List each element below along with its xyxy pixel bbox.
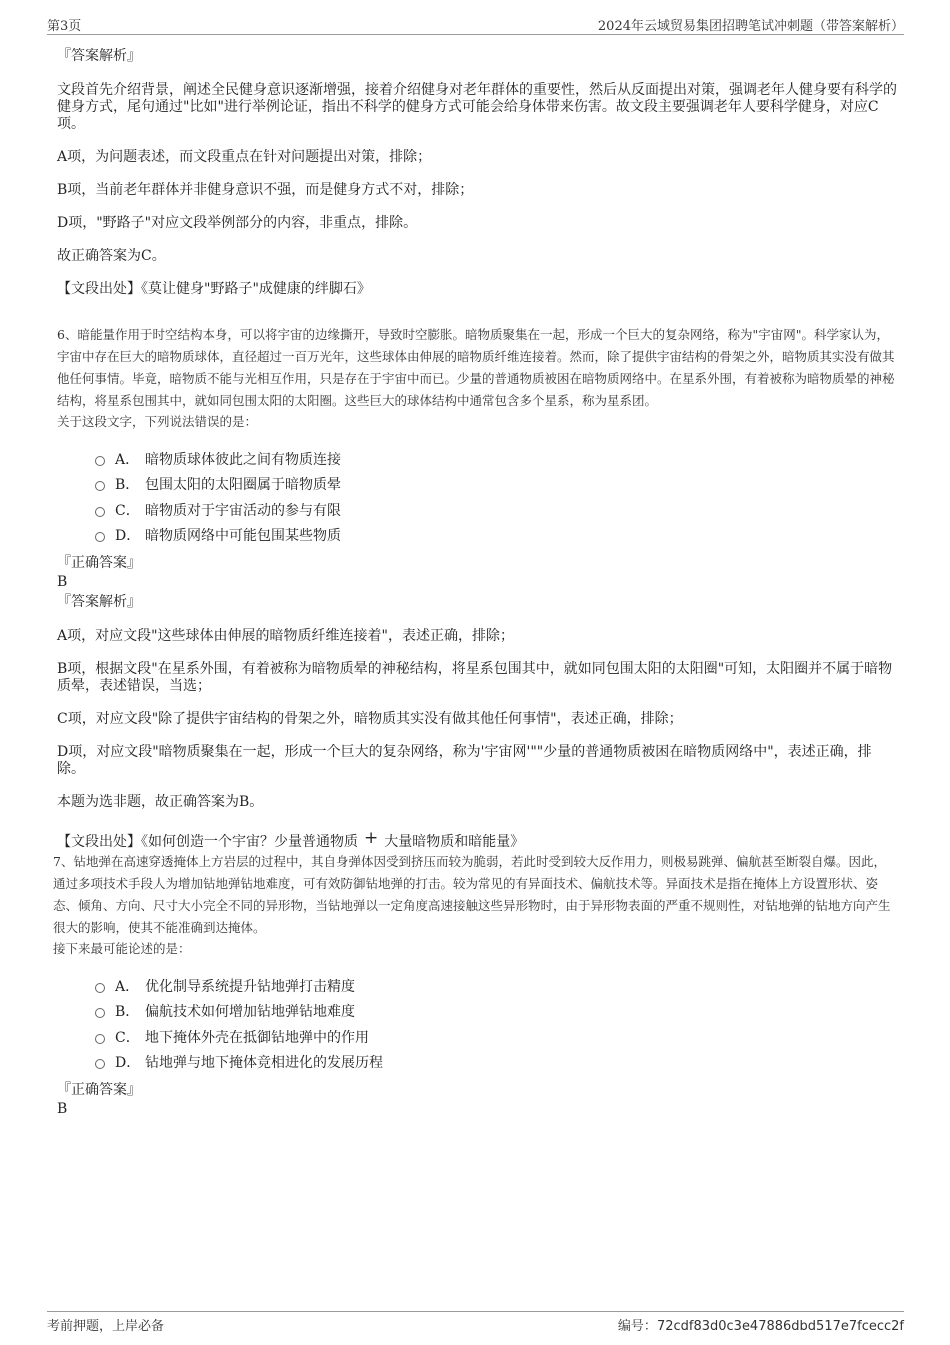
option-letter: C．	[115, 1029, 140, 1046]
q7-answer-label: 『正确答案』	[57, 1082, 141, 1098]
radio-circle-icon[interactable]	[95, 532, 105, 542]
option-text: 偏航技术如何增加钻地弹钻地难度	[145, 1004, 355, 1021]
q5-source: 【文段出处】《莫让健身"野路子"成健康的绊脚石》	[57, 281, 371, 297]
q5-analysis-text: 文段首先介绍背景，阐述全民健身意识逐渐增强，接着介绍健身对老年群体的重要性，然后从反面提出对策，强调老年人健身要有科学的健身方式，尾句通过"比如"进行举例论证，指出不科学的健身方式可能会给身体带来伤害。故文段主要强调老年人要科学健身，对应C项。	[57, 82, 897, 132]
q6-option-b[interactable]	[95, 472, 897, 498]
q7-option-a[interactable]	[95, 973, 897, 999]
q5-analysis-b: B项，当前老年群体并非健身意识不强，而是健身方式不对，排除；	[57, 182, 474, 198]
radio-circle-icon[interactable]	[95, 481, 105, 491]
document-code	[618, 1315, 904, 1334]
q6-passage: 6、暗能量作用于时空结构本身，可以将宇宙的边缘撕开，导致时空膨胀。暗物质聚集在一起，形成一个巨大的复杂网络，称为"宇宙网"。科学家认为，宇宙中存在巨大的暗物质球体，直径超过一百万光年，这些球体由伸展的暗物质纤维连接着。然而，除了提供宇宙结构的骨架之外，暗物质其实没有做其他任何事情。毕竟，暗物质不能与光相互作用，只是存在于宇宙中而已。少量的普通物质被困在暗物质网络中。在星系外围，有着被称为暗物质晕的神秘结构，将星系包围其中，就如同包围太阳的太阳圈。这些巨大的球体结构中通常包含多个星系，称为星系团。	[57, 327, 895, 408]
q7-question: 接下来最可能论述的是：	[53, 941, 191, 956]
q6-answer-label: 『正确答案』	[57, 555, 141, 571]
q6-source-suffix: 大量暗物质和暗能量》	[384, 834, 525, 850]
q6-option-d[interactable]	[95, 523, 897, 549]
radio-circle-icon[interactable]	[95, 507, 105, 517]
radio-circle-icon[interactable]	[95, 1034, 105, 1044]
q5-analysis-a: A项，为问题表述，而文段重点在针对问题提出对策，排除；	[57, 149, 432, 165]
page-footer	[47, 1311, 904, 1334]
q6-conclusion: 本题为选非题，故正确答案为B。	[57, 794, 264, 810]
q6-analysis-b: B项，根据文段"在星系外围，有着被称为暗物质晕的神秘结构，将星系包围其中，就如同包围太阳的太阳圈"可知，太阳圈并不属于暗物质晕，表述错误，当选；	[57, 661, 893, 694]
q7-passage: 7、钻地弹在高速穿透掩体上方岩层的过程中，其自身弹体因受到挤压而较为脆弱，若此时受到较大反作用力，则极易跳弹、偏航甚至断裂自爆。因此，通过多项技术手段人为增加钻地弹钻地难度，可有效防御钻地弹的打击。较为常见的有异面技术、偏航技术等。异面技术是指在掩体上方设置形状、姿态、倾角、方向、尺寸大小完全不同的异形物，当钻地弹以一定角度高速接触这些异形物时，由于异形物表面的严重不规则性，对钻地弹的钻地方向产生很大的影响，使其不能准确到达掩体。	[53, 854, 891, 935]
q6-source	[57, 828, 897, 851]
radio-circle-icon[interactable]	[95, 1059, 105, 1069]
q7-answer: B	[57, 1101, 68, 1117]
q6-question: 关于这段文字，下列说法错误的是：	[57, 414, 258, 429]
option-text: 包围太阳的太阳圈属于暗物质晕	[145, 477, 341, 494]
document-title: 2024年云域贸易集团招聘笔试冲刺题（带答案解析）	[597, 19, 904, 34]
page-number: 第3页	[47, 19, 82, 34]
code-value: 72cdf83d0c3e47886dbd517e7fcecc2f	[656, 1319, 904, 1334]
q7-option-c[interactable]	[95, 1024, 897, 1050]
option-text: 暗物质对于宇宙活动的参与有限	[145, 502, 341, 519]
footer-slogan: 考前押题，上岸必备	[47, 1319, 165, 1334]
radio-circle-icon[interactable]	[95, 456, 105, 466]
option-text: 钻地弹与地下掩体竞相进化的发展历程	[145, 1055, 383, 1072]
q7-options	[95, 973, 897, 1075]
option-letter: C．	[115, 502, 140, 519]
q6-source-prefix: 【文段出处】《如何创造一个宇宙？少量普通物质	[57, 834, 358, 850]
option-text: 地下掩体外壳在抵御钻地弹中的作用	[145, 1029, 369, 1046]
q7-option-b[interactable]	[95, 999, 897, 1025]
q6-analysis-d: D项，对应文段"暗物质聚集在一起，形成一个巨大的复杂网络，称为'宇宙网'""少量的普通物质被困在暗物质网络中"，表述正确，排除。	[57, 744, 872, 777]
plus-sign: +	[364, 828, 379, 848]
option-letter: A．	[115, 451, 140, 468]
q6-analysis-c: C项，对应文段"除了提供宇宙结构的骨架之外，暗物质其实没有做其他任何事情"，表述正确，排除；	[57, 711, 683, 727]
q6-option-c[interactable]	[95, 497, 897, 523]
q6-analysis-a: A项，对应文段"这些球体由伸展的暗物质纤维连接着"，表述正确，排除；	[57, 628, 514, 644]
code-label: 编号：	[617, 1319, 657, 1334]
radio-circle-icon[interactable]	[95, 1008, 105, 1018]
q5-analysis-d: D项，"野路子"对应文段举例部分的内容，非重点，排除。	[57, 215, 418, 231]
option-letter: A．	[115, 978, 140, 995]
q6-options	[95, 446, 897, 548]
option-text: 优化制导系统提升钻地弹打击精度	[145, 978, 355, 995]
q6-option-a[interactable]	[95, 446, 897, 472]
option-letter: B．	[115, 477, 140, 494]
q6-answer: B	[57, 574, 68, 590]
option-letter: D．	[115, 528, 141, 545]
page-header	[47, 12, 904, 35]
radio-circle-icon[interactable]	[95, 983, 105, 993]
option-text: 暗物质球体彼此之间有物质连接	[145, 451, 341, 468]
option-letter: D．	[115, 1055, 141, 1072]
option-letter: B．	[115, 1004, 140, 1021]
q5-analysis-label: 『答案解析』	[57, 48, 141, 64]
q6-analysis-label: 『答案解析』	[57, 594, 141, 610]
q7-option-d[interactable]	[95, 1050, 897, 1076]
page-content	[53, 46, 897, 1119]
q5-conclusion: 故正确答案为C。	[57, 248, 166, 264]
option-text: 暗物质网络中可能包围某些物质	[145, 528, 341, 545]
